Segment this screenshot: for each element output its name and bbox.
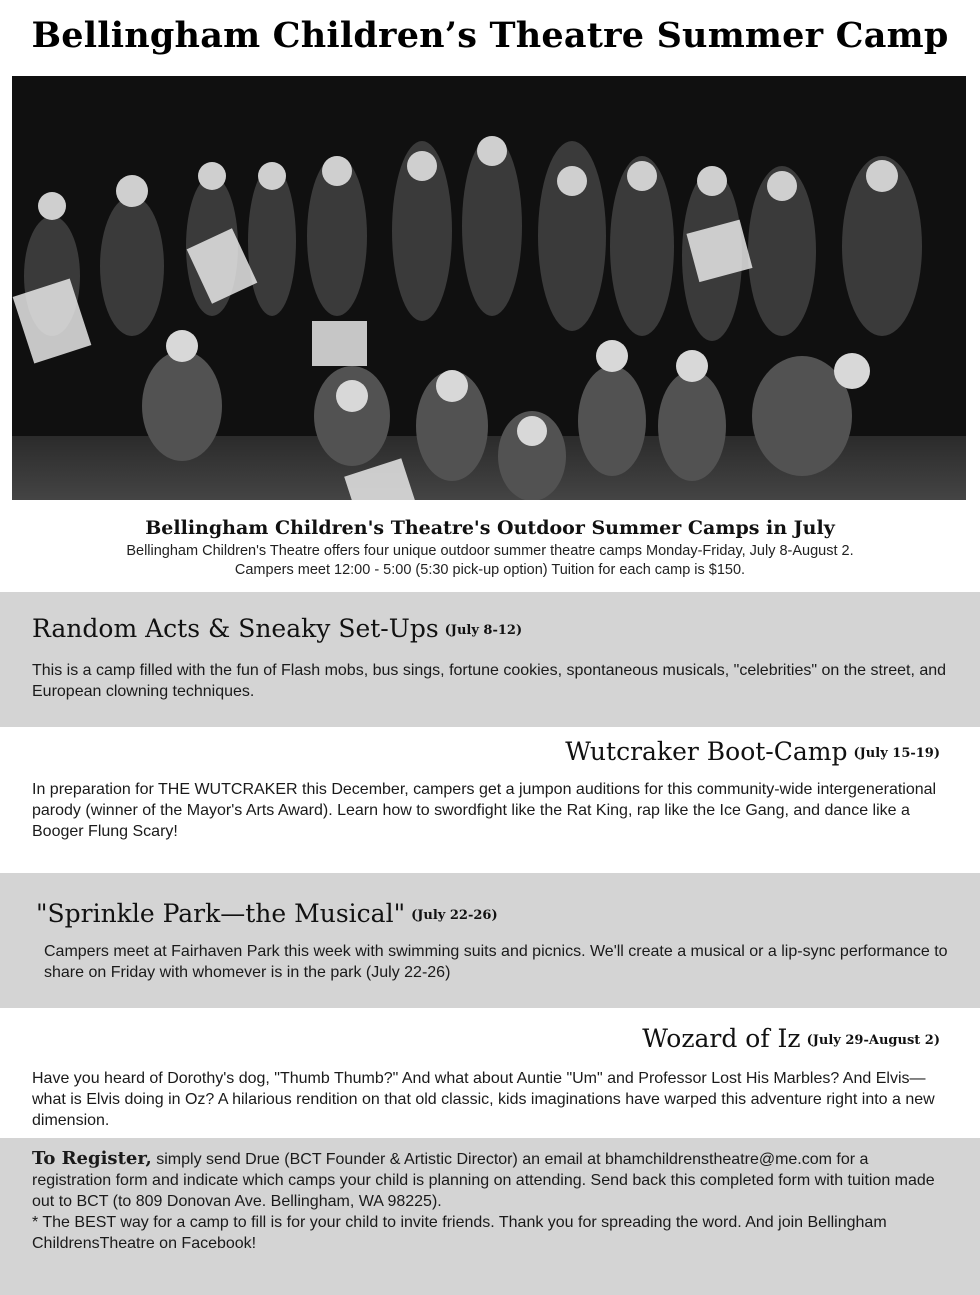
camp-title [32, 735, 940, 771]
register-note: * The BEST way for a camp to fill is for your child to invite friends. Thank you for spreading the word. And join Bellingham ChildrensTheatre on Facebook! [32, 1214, 887, 1252]
camp-section-wutcraker [0, 727, 980, 873]
intro-section [0, 514, 980, 580]
camp-name: Wutcraker Boot-Camp [565, 737, 848, 766]
camp-dates: (July 29-August 2) [806, 1032, 940, 1048]
camp-title [32, 1022, 940, 1058]
intro-title: Bellingham Children's Theatre's Outdoor Summer Camps in July [145, 517, 835, 539]
register-section [0, 1138, 980, 1295]
page-title: Bellingham Children’s Theatre Summer Camp [31, 15, 949, 56]
camp-description: This is a camp filled with the fun of Flash mobs, bus sings, fortune cookies, spontaneous musicals, "celebrities" on the street, and European clowning techniques. [32, 661, 947, 700]
camp-dates: (July 22-26) [411, 907, 498, 923]
camp-section-random-acts [0, 592, 980, 727]
camp-section-sprinkle-park [0, 873, 980, 1008]
camp-description: Have you heard of Dorothy's dog, "Thumb Thumb?" And what about Auntie "Um" and Professor Lost His Marbles? And Elvis—what is Elvis doing in Oz? A hilarious rendition on that old classic, kids imaginations have warped this adventure right into a new dimension. [32, 1069, 935, 1129]
camp-name: Wozard of Iz [642, 1024, 801, 1053]
camp-description: Campers meet at Fairhaven Park this week with swimming suits and picnics. We'll create a musical or a lip-sync performance to share on Friday with whomever is in the park (July 22-26) [44, 942, 948, 981]
intro-line-2: Campers meet 12:00 - 5:00 (5:30 pick-up option) Tuition for each camp is $150. [234, 562, 746, 578]
camp-title [36, 897, 948, 933]
camp-name: "Sprinkle Park—the Musical" [36, 899, 406, 928]
camp-dates: (July 8-12) [444, 622, 523, 638]
register-lead: To Register, [32, 1148, 152, 1169]
camp-name: Random Acts & Sneaky Set-Ups [32, 614, 439, 643]
intro-line-1: Bellingham Children's Theatre offers four unique outdoor summer theatre camps Monday-Friday, July 8-August 2. [126, 543, 854, 559]
register-instructions [32, 1148, 948, 1212]
camp-section-wozard [0, 1008, 980, 1138]
cast-group-photo [12, 76, 966, 500]
camp-dates: (July 15-19) [853, 745, 940, 761]
register-text: simply send Drue (BCT Founder & Artistic Director) an email at bhamchildrenstheatre@me.com for a registration form and indicate which camps your child is planning on attending. Send back this completed form with tuition made out to BCT (to 809 Donovan Ave. Bellingham, WA 98225). [32, 1151, 935, 1210]
camp-description: In preparation for THE WUTCRAKER this December, campers get a jumpon auditions for this community-wide intergenerational parody (winner of the Mayor's Arts Award). Learn how to swordfight like the Rat King, rap like the Ice Gang, and dance like a Booger Flung Scary! [32, 780, 937, 840]
camp-title [32, 612, 948, 648]
